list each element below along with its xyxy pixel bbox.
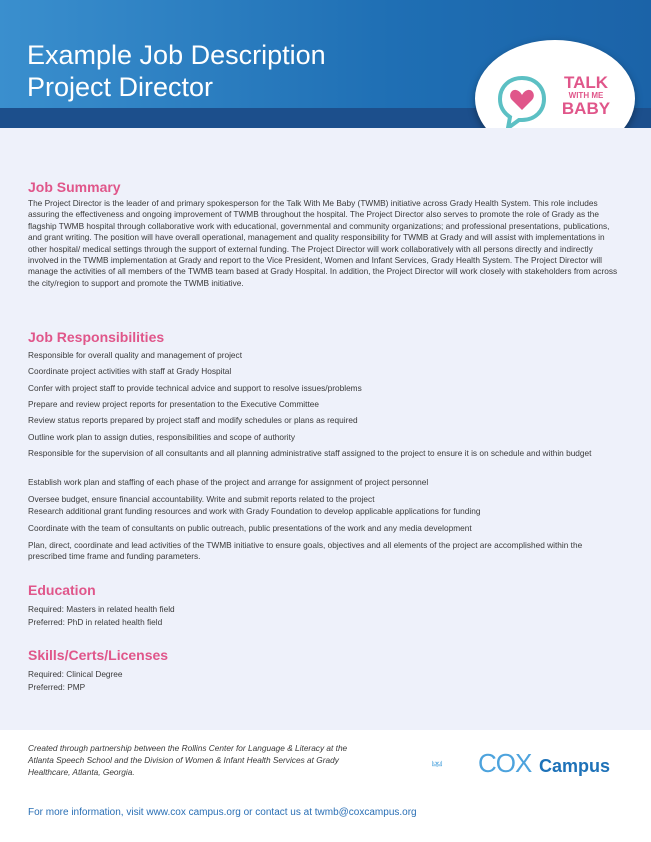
list-item: Review status reports prepared by project staff and modify schedules or plans as required [28, 415, 358, 425]
skills-required: Required: Clinical Degree [28, 669, 123, 679]
education-heading: Education [28, 582, 96, 598]
speech-bubble-heart-icon [497, 74, 547, 130]
list-item: Plan, direct, coordinate and lead activities of the TWMB initiative to ensure goals, objectives and all elements of the project are accomplished within the prescribed time frame and funding parameters. [28, 540, 583, 561]
partnership-note: Created through partnership between the Rollins Center for Language & Literacy at the Atlanta Speech School and the Division of Women & Infant Health Services at Grady Healthcare, Atlanta, Georgia. [28, 743, 348, 777]
list-item: Outline work plan to assign duties, responsibilities and scope of authority [28, 432, 296, 442]
list-item: Coordinate project activities with staff at Grady Hospital [28, 366, 232, 376]
job-summary-heading: Job Summary [28, 179, 121, 195]
list-item: Oversee budget, ensure financial accountability. Write and submit reports related to the project [28, 494, 375, 504]
list-item: Research additional grant funding resources and work with Grady Foundation to develop applicable applications for funding [28, 506, 481, 516]
list-item: Responsible for overall quality and management of project [28, 350, 242, 360]
list-item: Coordinate with the team of consultants on public outreach, public presentations of the work and any media development [28, 523, 472, 533]
campus-wordmark: Campus [539, 756, 611, 776]
cox-campus-book-icon [432, 748, 476, 778]
list-item: Confer with project staff to provide technical advice and support to resolve issues/problems [28, 383, 362, 393]
logo-word-talk: TALK [563, 73, 609, 92]
list-item: Responsible for the supervision of all consultants and all planning administrative staff assigned to the project to ensure it is on schedule and within budget [28, 448, 592, 458]
skills-heading: Skills/Certs/Licenses [28, 647, 169, 663]
education-preferred: Preferred: PhD in related health field [28, 617, 163, 627]
page-subtitle: Project Director [27, 72, 214, 102]
logo-word-baby: BABY [561, 99, 611, 118]
page-title: Example Job Description [27, 40, 326, 70]
skills-preferred: Preferred: PMP [28, 682, 86, 692]
contact-info-link[interactable]: For more information, visit www.cox campus.org or contact us at twmb@coxcampus.org [28, 807, 417, 818]
education-required: Required: Masters in related health field [28, 604, 175, 614]
cox-wordmark: COX [478, 748, 532, 778]
list-item: Prepare and review project reports for presentation to the Executive Committee [28, 399, 319, 409]
job-summary-text: The Project Director is the leader of and primary spokesperson for the Talk With Me Baby (TWMB) initiative across Grady Health System. This role includes assuring the effectiveness and ongoing improvement of TWMB throughout the hospital. The Project Director also serves to promote the role of Grady as the flagship TWMB hospital through collaborative work with educational, governmental and community organizations; and professional presentations, publications, and grant writing. The position will have overall operational, management and quality responsibility for TWMB at Grady and will assist with implementations in other hospital/ medical settings through the support of external funding. The Project Director will work collaboratively with all persons directly and indirectly involved in the TWMB implementation at Grady and report to the Vice President, Women and Infant Services, Grady Health System. The Project Director will manage the activities of all members of the TWMB team based at Grady Hospital. In addition, the Project Director will work closely with stakeholders from across the city/region to support and promote the TWMB initiative. [28, 198, 618, 288]
logo-word-with-me: WITH ME [568, 91, 604, 100]
logo-wordmark [556, 74, 616, 117]
job-responsibilities-heading: Job Responsibilities [28, 329, 165, 345]
list-item: Establish work plan and staffing of each phase of the project and arrange for assignment of project personnel [28, 477, 429, 487]
